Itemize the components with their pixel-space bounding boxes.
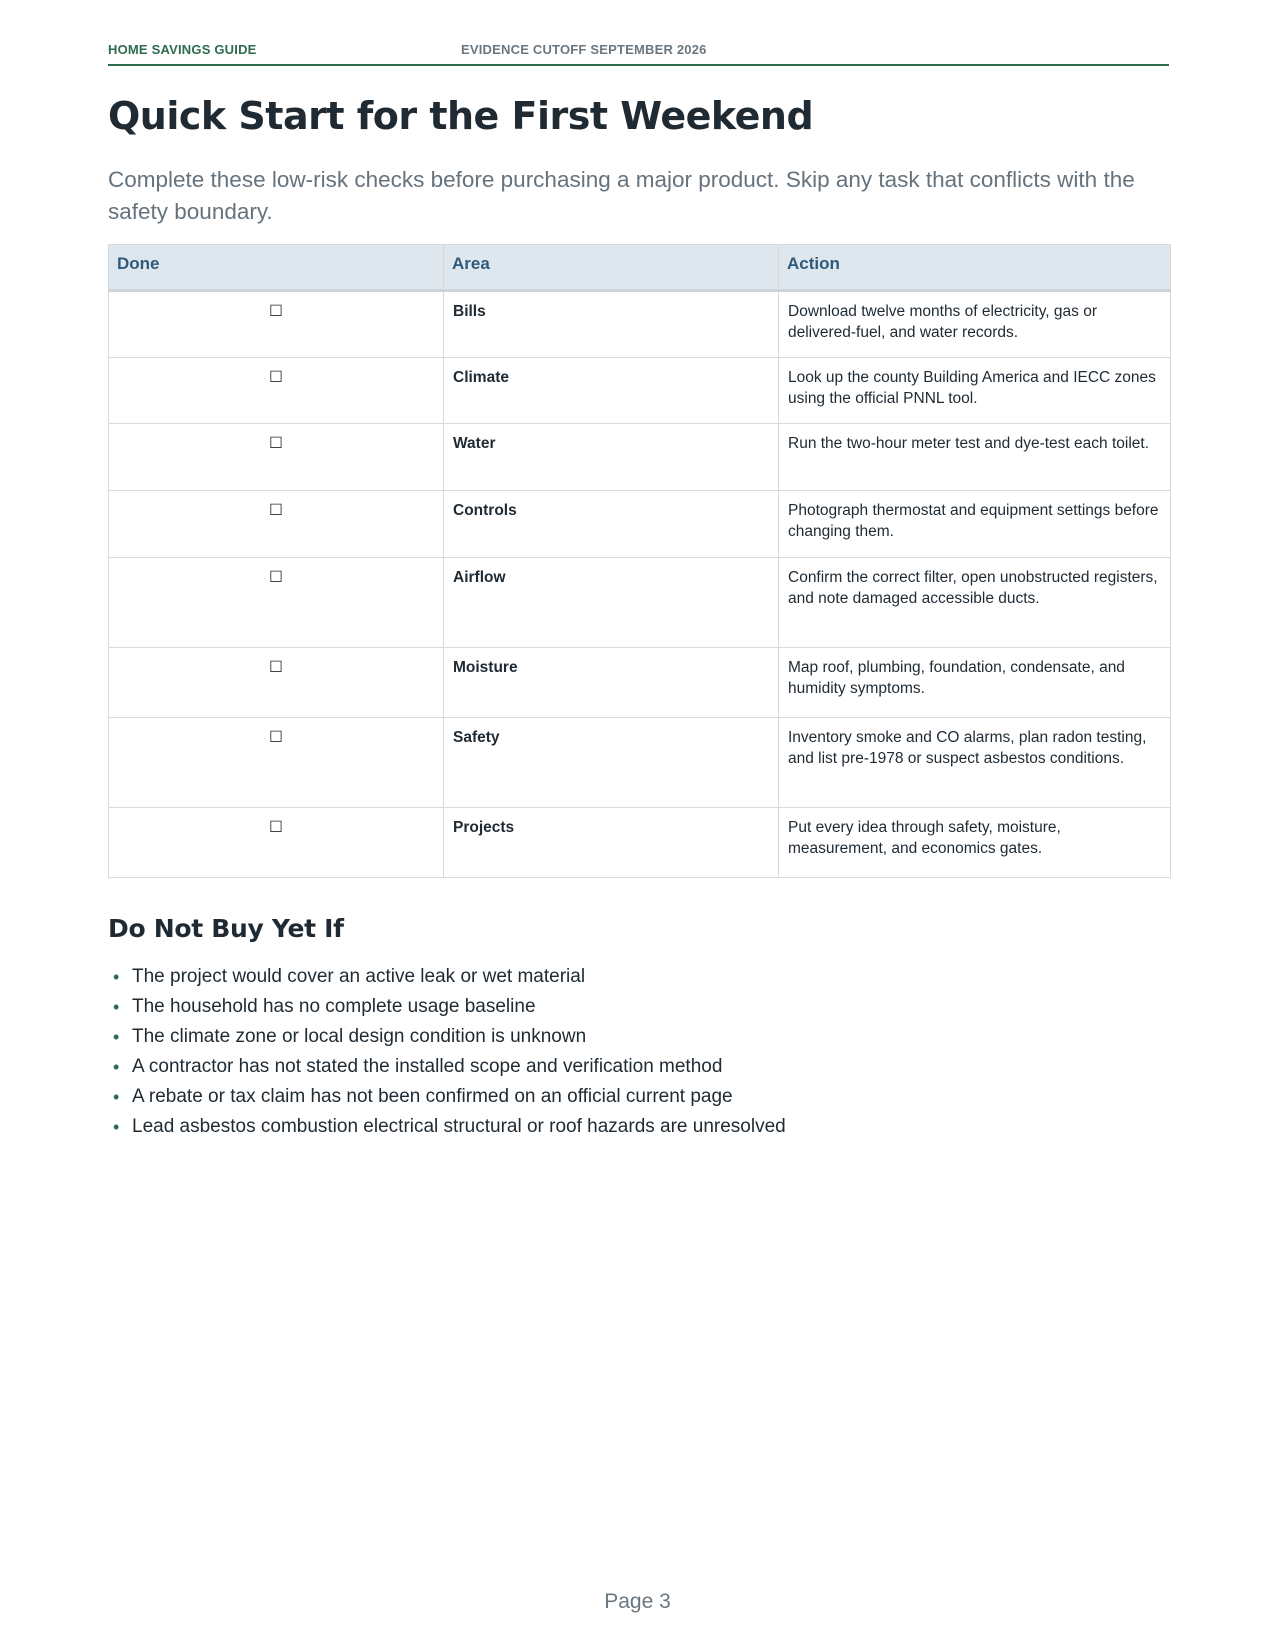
done-checkbox[interactable]: ☐ — [109, 358, 444, 424]
bullet-icon: • — [113, 1027, 120, 1047]
list-item-text: A rebate or tax claim has not been confirmed on an official current page — [132, 1086, 733, 1107]
action-cell: Map roof, plumbing, foundation, condensate, and humidity symptoms. — [779, 648, 1171, 718]
checklist-table — [108, 244, 1171, 878]
intro-paragraph: Complete these low-risk checks before purchasing a major product. Skip any task that conflicts with the safety boundary. — [108, 167, 1135, 224]
list-item-text: A contractor has not stated the installed scope and verification method — [132, 1056, 723, 1077]
action-cell: Confirm the correct filter, open unobstructed registers, and note damaged accessible ducts. — [779, 558, 1171, 648]
guide-title: HOME SAVINGS GUIDE — [108, 42, 257, 57]
area-cell: Projects — [444, 808, 779, 878]
column-header-done: Done — [109, 245, 444, 291]
area-cell: Bills — [444, 291, 779, 358]
action-cell: Photograph thermostat and equipment settings before changing them. — [779, 491, 1171, 558]
list-item-text: Lead asbestos combustion electrical structural or roof hazards are unresolved — [132, 1116, 786, 1137]
do-not-buy-list — [108, 962, 786, 1142]
page-number: Page 3 — [604, 1590, 671, 1613]
bullet-icon: • — [113, 967, 120, 987]
table-row — [109, 291, 1171, 358]
done-checkbox[interactable]: ☐ — [109, 558, 444, 648]
table-header-row — [109, 245, 1171, 291]
bullet-icon: • — [113, 1117, 120, 1137]
action-cell: Download twelve months of electricity, gas or delivered-fuel, and water records. — [779, 291, 1171, 358]
list-item — [108, 962, 786, 992]
table-row — [109, 358, 1171, 424]
list-item — [108, 1022, 786, 1052]
list-item — [108, 1082, 786, 1112]
action-cell: Inventory smoke and CO alarms, plan radon testing, and list pre-1978 or suspect asbestos conditions. — [779, 718, 1171, 808]
done-checkbox[interactable]: ☐ — [109, 291, 444, 358]
bullet-icon: • — [113, 997, 120, 1017]
table-row — [109, 491, 1171, 558]
area-cell: Safety — [444, 718, 779, 808]
done-checkbox[interactable]: ☐ — [109, 648, 444, 718]
list-item-text: The climate zone or local design condition is unknown — [132, 1026, 587, 1047]
list-item — [108, 1052, 786, 1082]
done-checkbox[interactable]: ☐ — [109, 424, 444, 491]
action-cell: Look up the county Building America and IECC zones using the official PNNL tool. — [779, 358, 1171, 424]
done-checkbox[interactable]: ☐ — [109, 718, 444, 808]
table-row — [109, 558, 1171, 648]
area-cell: Controls — [444, 491, 779, 558]
column-header-action: Action — [779, 245, 1171, 291]
section-heading: Do Not Buy Yet If — [108, 914, 344, 943]
area-cell: Airflow — [444, 558, 779, 648]
action-cell: Run the two-hour meter test and dye-test each toilet. — [779, 424, 1171, 491]
done-checkbox[interactable]: ☐ — [109, 491, 444, 558]
area-cell: Moisture — [444, 648, 779, 718]
page-title: Quick Start for the First Weekend — [108, 94, 814, 138]
bullet-icon: • — [113, 1057, 120, 1077]
column-header-area: Area — [444, 245, 779, 291]
list-item-text: The household has no complete usage baseline — [132, 996, 536, 1017]
area-cell: Water — [444, 424, 779, 491]
done-checkbox[interactable]: ☐ — [109, 808, 444, 878]
table-row — [109, 648, 1171, 718]
evidence-cutoff: EVIDENCE CUTOFF SEPTEMBER 2026 — [461, 42, 707, 57]
running-header — [108, 42, 1169, 66]
area-cell: Climate — [444, 358, 779, 424]
table-row — [109, 424, 1171, 491]
table-row — [109, 718, 1171, 808]
list-item — [108, 992, 786, 1022]
action-cell: Put every idea through safety, moisture, measurement, and economics gates. — [779, 808, 1171, 878]
bullet-icon: • — [113, 1087, 120, 1107]
list-item — [108, 1112, 786, 1142]
table-row — [109, 808, 1171, 878]
list-item-text: The project would cover an active leak or wet material — [132, 966, 586, 987]
